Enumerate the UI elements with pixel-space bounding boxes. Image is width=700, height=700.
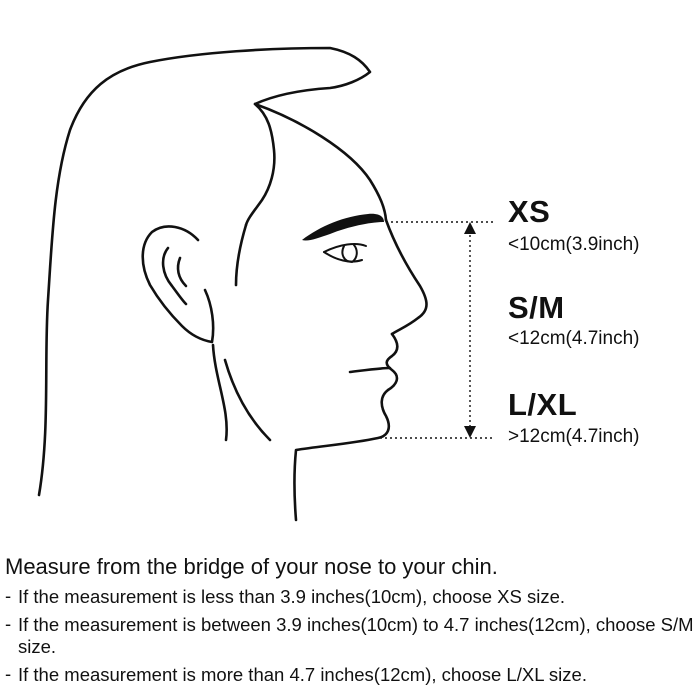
hair-outline [39,48,370,495]
rule-lxl: - If the measurement is more than 4.7 inches(12cm), choose L/XL size. [5,664,695,686]
size-label-xs: XS [508,194,551,229]
sideburn-outline [236,225,246,285]
size-note-lxl: >12cm(4.7inch) [508,426,640,447]
rule-xs: - If the measurement is less than 3.9 inches(10cm), choose XS size. [5,586,695,608]
chin-outline [295,390,389,520]
ear-inner-2 [178,258,186,286]
size-note-xs: <10cm(3.9inch) [508,234,640,255]
eyebrow-shape [302,214,384,241]
ear-inner [163,248,186,304]
instructions-block [5,552,695,692]
ear-outline [143,226,213,342]
lips-outline [387,334,398,390]
size-label-sm: S/M [508,290,565,325]
size-note-sm: <12cm(4.7inch) [508,328,640,349]
size-label-lxl: L/XL [508,387,578,422]
nose-outline [386,220,427,334]
instructions-headline: Measure from the bridge of your nose to your chin. [5,554,498,579]
neck-line [225,360,270,440]
mouth-line [350,368,390,372]
eye-shape [324,244,366,262]
rule-sm: - If the measurement is between 3.9 inches(10cm) to 4.7 inches(12cm), choose S/M size. [5,614,695,658]
